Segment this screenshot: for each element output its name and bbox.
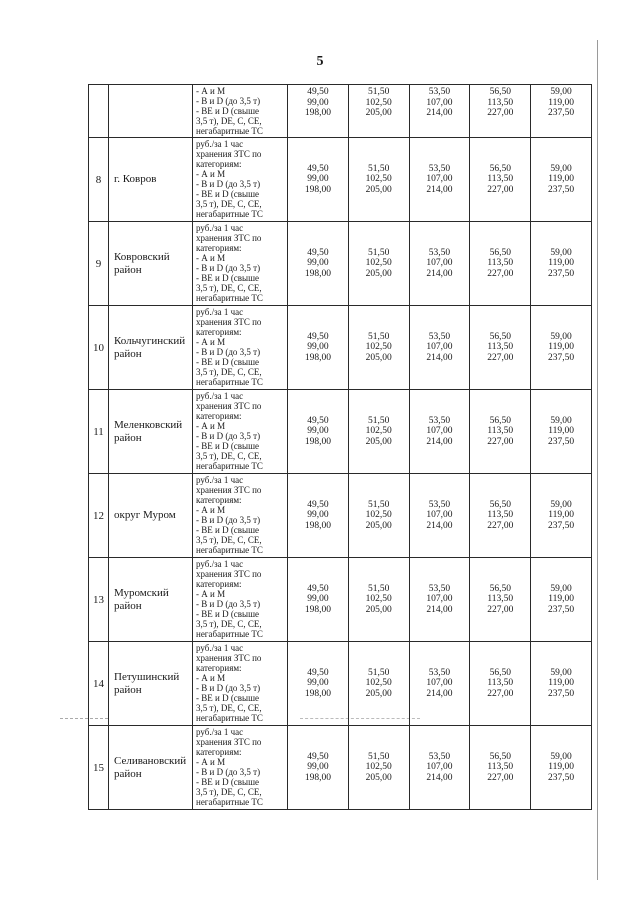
tariff-cell (409, 474, 470, 558)
tariff-cell (348, 222, 409, 306)
tariff-table-body (89, 85, 592, 810)
category-line: негабаритные ТС (196, 461, 263, 471)
tariff-value: 214,00 (426, 184, 453, 195)
tariff-value: 56,50 (489, 667, 511, 678)
tariff-cell (470, 222, 531, 306)
tariff-value: 99,00 (307, 426, 329, 437)
district-name: Кольчугинский район (109, 306, 193, 390)
category-line: хранения ЗТС по (196, 653, 262, 663)
category-line: негабаритные ТС (196, 293, 263, 303)
tariff-cell (470, 306, 531, 390)
district-name: Петушинский район (109, 642, 193, 726)
tariff-value: 237,50 (548, 268, 575, 279)
tariff-value: 53,50 (428, 751, 451, 762)
tariff-cell (288, 474, 349, 558)
tariff-cell (288, 222, 349, 306)
tariff-value: 237,50 (548, 436, 575, 447)
category-line: - А и М (196, 253, 226, 263)
tariff-value: 49,50 (307, 163, 329, 174)
tariff-value: 102,50 (365, 510, 392, 521)
tariff-cell (531, 474, 592, 558)
tariff-value: 59,00 (550, 247, 572, 258)
category-line: 3,5 т), DE, C, CE, (196, 199, 262, 209)
category-line: руб./за 1 час (196, 475, 244, 485)
tariff-value: 119,00 (548, 258, 574, 269)
tariff-cell (531, 138, 592, 222)
table-row (89, 558, 592, 642)
category-line: - BE и D (свыше (196, 441, 260, 451)
category-line: руб./за 1 час (196, 223, 244, 233)
row-number: 11 (89, 390, 109, 474)
tariff-value: 205,00 (365, 184, 392, 195)
tariff-value: 237,50 (548, 352, 575, 363)
margin-line (597, 40, 598, 880)
tariff-value: 102,50 (365, 342, 392, 353)
category-line: руб./за 1 час (196, 643, 244, 653)
tariff-value: 113,50 (487, 510, 514, 521)
category-line: - А и М (196, 757, 226, 767)
tariff-value: 205,00 (365, 268, 392, 279)
tariff-value: 113,50 (487, 342, 514, 353)
tariff-value: 56,50 (489, 751, 511, 762)
tariff-value: 214,00 (426, 268, 453, 279)
category-line: руб./за 1 час (196, 391, 244, 401)
tariff-value: 56,50 (489, 583, 511, 594)
district-name: Ковровский район (109, 222, 193, 306)
tariff-value: 227,00 (487, 772, 514, 783)
tariff-value: 119,00 (548, 678, 574, 689)
category-line: руб./за 1 час (196, 307, 244, 317)
tariff-value: 102,50 (365, 258, 392, 269)
tariff-cell (348, 558, 409, 642)
tariff-cell (409, 306, 470, 390)
category-line: категориям: (196, 579, 242, 589)
tariff-value: 113,50 (487, 594, 514, 605)
tariff-cell (348, 726, 409, 810)
category-line: категориям: (196, 327, 242, 337)
tariff-cell (531, 222, 592, 306)
tariff-cell (409, 222, 470, 306)
tariff-cell (409, 390, 470, 474)
category-line: - BE и D (свыше (196, 777, 260, 787)
tariff-value: 205,00 (365, 772, 392, 783)
category-line: - А и М (196, 589, 226, 599)
category-line: хранения ЗТС по (196, 569, 262, 579)
district-name (109, 85, 193, 138)
tariff-cell (409, 85, 470, 138)
tariff-value: 227,00 (487, 108, 514, 118)
tariff-value: 99,00 (307, 762, 329, 773)
tariff-value: 102,50 (365, 594, 392, 605)
tariff-value: 205,00 (365, 436, 392, 447)
tariff-value: 227,00 (487, 184, 514, 195)
tariff-value: 59,00 (550, 87, 572, 97)
category-line: - B и D (до 3,5 т) (196, 515, 261, 525)
tariff-cell (470, 726, 531, 810)
tariff-value: 51,50 (368, 87, 390, 97)
category-line: - А и М (196, 86, 226, 96)
tariff-value: 51,50 (368, 415, 390, 426)
tariff-value: 49,50 (307, 247, 329, 258)
tariff-cell (288, 642, 349, 726)
tariff-value: 107,00 (426, 510, 453, 521)
tariff-value: 113,50 (487, 174, 514, 185)
tariff-cell (288, 390, 349, 474)
category-line: - BE и D (свыше (196, 693, 260, 703)
tariff-value: 237,50 (548, 772, 575, 783)
category-line: хранения ЗТС по (196, 737, 262, 747)
tariff-value: 49,50 (307, 667, 329, 678)
tariff-value: 51,50 (368, 163, 390, 174)
category-line: хранения ЗТС по (196, 149, 262, 159)
unit-cell (193, 138, 288, 222)
tariff-value: 227,00 (487, 604, 514, 615)
tariff-cell (531, 558, 592, 642)
tariff-value: 56,50 (489, 499, 511, 510)
row-number (89, 85, 109, 138)
table-row (89, 306, 592, 390)
category-line: - А и М (196, 337, 226, 347)
tariff-value: 214,00 (426, 436, 453, 447)
tariff-value: 107,00 (426, 426, 453, 437)
tariff-cell (288, 558, 349, 642)
tariff-value: 51,50 (368, 247, 390, 258)
category-line: категориям: (196, 663, 242, 673)
category-line: 3,5 т), DE, C, CE, (196, 787, 262, 797)
tariff-value: 49,50 (307, 751, 329, 762)
category-line: хранения ЗТС по (196, 317, 262, 327)
tariff-value: 119,00 (548, 426, 574, 437)
tariff-value: 53,50 (428, 163, 451, 174)
tariff-value: 214,00 (426, 604, 453, 615)
tariff-value: 59,00 (550, 667, 572, 678)
tariff-value: 102,50 (365, 426, 392, 437)
category-line: 3,5 т), DE, C, CE, (196, 451, 262, 461)
row-number: 12 (89, 474, 109, 558)
tariff-value: 107,00 (426, 258, 453, 269)
table-row (89, 642, 592, 726)
tariff-cell (470, 85, 531, 138)
tariff-value: 107,00 (426, 762, 453, 773)
tariff-value: 51,50 (368, 667, 390, 678)
category-line: 3,5 т), DE, C, CE, (196, 283, 262, 293)
tariff-cell (348, 85, 409, 138)
category-line: - B и D (до 3,5 т) (196, 179, 261, 189)
tariff-value: 198,00 (304, 184, 331, 195)
tariff-value: 113,50 (487, 678, 514, 689)
tariff-value: 102,50 (365, 97, 392, 108)
category-line: негабаритные ТС (196, 377, 263, 387)
table-row (89, 390, 592, 474)
tariff-value: 237,50 (548, 108, 575, 118)
tariff-value: 49,50 (307, 583, 329, 594)
tariff-value: 119,00 (548, 174, 574, 185)
category-line: негабаритные ТС (196, 713, 263, 723)
category-line: негабаритные ТС (196, 545, 263, 555)
table-row (89, 85, 592, 138)
tariff-value: 51,50 (368, 751, 390, 762)
tariff-cell (409, 642, 470, 726)
category-line: категориям: (196, 243, 242, 253)
unit-cell (193, 726, 288, 810)
tariff-value: 59,00 (550, 415, 572, 426)
category-line: - B и D (до 3,5 т) (196, 263, 261, 273)
tariff-value: 51,50 (368, 499, 390, 510)
tariff-value: 198,00 (304, 520, 331, 531)
category-line: - А и М (196, 421, 226, 431)
tariff-value: 53,50 (428, 87, 451, 97)
tariff-cell (348, 138, 409, 222)
tariff-value: 53,50 (428, 583, 451, 594)
tariff-value: 107,00 (426, 174, 453, 185)
table-row (89, 726, 592, 810)
category-line: - А и М (196, 505, 226, 515)
category-line: категориям: (196, 411, 242, 421)
tariff-value: 205,00 (365, 688, 392, 699)
tariff-value: 198,00 (304, 604, 331, 615)
tariff-value: 237,50 (548, 184, 575, 195)
tariff-value: 53,50 (428, 667, 451, 678)
category-line: 3,5 т), DE, C, CE, (196, 535, 262, 545)
tariff-value: 53,50 (428, 415, 451, 426)
tariff-value: 214,00 (426, 520, 453, 531)
unit-cell (193, 642, 288, 726)
category-line: 3,5 т), DE, C, CE, (196, 703, 262, 713)
tariff-cell (470, 558, 531, 642)
tariff-value: 227,00 (487, 688, 514, 699)
tariff-value: 198,00 (304, 108, 331, 118)
tariff-value: 205,00 (365, 352, 392, 363)
tariff-value: 237,50 (548, 604, 575, 615)
tariff-value: 56,50 (489, 247, 511, 258)
tariff-cell (409, 558, 470, 642)
category-line: - B и D (до 3,5 т) (196, 347, 261, 357)
tariff-value: 227,00 (487, 436, 514, 447)
category-line: хранения ЗТС по (196, 233, 262, 243)
category-line: 3,5 т), DE, C, CE, (196, 619, 262, 629)
district-name: округ Муром (109, 474, 193, 558)
tariff-value: 49,50 (307, 331, 329, 342)
tariff-cell (409, 138, 470, 222)
tariff-value: 205,00 (365, 520, 392, 531)
category-line: - BE и D (свыше (196, 106, 260, 116)
category-line: - BE и D (свыше (196, 357, 260, 367)
tariff-value: 59,00 (550, 331, 572, 342)
category-line: категориям: (196, 495, 242, 505)
category-line: - А и М (196, 169, 226, 179)
tariff-value: 107,00 (426, 342, 453, 353)
category-line: - B и D (до 3,5 т) (196, 683, 261, 693)
category-line: негабаритные ТС (196, 797, 263, 807)
tariff-value: 227,00 (487, 520, 514, 531)
category-line: руб./за 1 час (196, 559, 244, 569)
row-number: 10 (89, 306, 109, 390)
tariff-value: 107,00 (426, 97, 453, 108)
tariff-cell (288, 85, 349, 138)
tariff-value: 99,00 (307, 510, 329, 521)
tariff-cell (470, 474, 531, 558)
category-line: негабаритные ТС (196, 209, 263, 219)
row-number: 13 (89, 558, 109, 642)
tariff-value: 51,50 (368, 583, 390, 594)
table-row (89, 138, 592, 222)
tariff-value: 198,00 (304, 772, 331, 783)
tariff-value: 53,50 (428, 499, 451, 510)
unit-cell (193, 85, 288, 138)
tariff-cell (531, 306, 592, 390)
row-number: 14 (89, 642, 109, 726)
tariff-value: 237,50 (548, 520, 575, 531)
category-line: руб./за 1 час (196, 139, 244, 149)
unit-cell (193, 474, 288, 558)
tariff-value: 113,50 (487, 762, 514, 773)
tariff-value: 237,50 (548, 688, 575, 699)
tariff-cell (409, 726, 470, 810)
tariff-cell (288, 726, 349, 810)
tariff-value: 205,00 (365, 108, 392, 118)
tariff-value: 119,00 (548, 762, 574, 773)
category-line: - А и М (196, 673, 226, 683)
category-line: - B и D (до 3,5 т) (196, 767, 261, 777)
tariff-cell (288, 138, 349, 222)
tariff-value: 99,00 (307, 342, 329, 353)
tariff-value: 59,00 (550, 751, 572, 762)
row-number: 9 (89, 222, 109, 306)
category-line: хранения ЗТС по (196, 401, 262, 411)
tariff-value: 205,00 (365, 604, 392, 615)
tariff-value: 113,50 (487, 258, 514, 269)
district-name: Селивановский район (109, 726, 193, 810)
tariff-cell (531, 390, 592, 474)
tariff-value: 113,50 (487, 426, 514, 437)
tariff-value: 198,00 (304, 436, 331, 447)
row-number: 15 (89, 726, 109, 810)
category-line: - B и D (до 3,5 т) (196, 96, 261, 106)
tariff-value: 49,50 (307, 87, 329, 97)
district-name: Муромский район (109, 558, 193, 642)
tariff-value: 49,50 (307, 415, 329, 426)
tariff-value: 59,00 (550, 163, 572, 174)
tariff-value: 107,00 (426, 594, 453, 605)
tariff-value: 227,00 (487, 352, 514, 363)
tariff-value: 214,00 (426, 772, 453, 783)
tariff-value: 56,50 (489, 87, 511, 97)
tariff-value: 214,00 (426, 688, 453, 699)
tariff-value: 53,50 (428, 331, 451, 342)
tariff-cell (531, 642, 592, 726)
category-line: руб./за 1 час (196, 727, 244, 737)
category-line: негабаритные ТС (196, 126, 263, 136)
district-name: г. Ковров (109, 138, 193, 222)
tariff-cell (288, 306, 349, 390)
category-line: хранения ЗТС по (196, 485, 262, 495)
tariff-value: 51,50 (368, 331, 390, 342)
tariff-value: 119,00 (548, 97, 574, 108)
tariff-cell (348, 306, 409, 390)
tariff-value: 99,00 (307, 97, 329, 108)
tariff-value: 56,50 (489, 415, 511, 426)
tariff-value: 102,50 (365, 762, 392, 773)
tariff-cell (348, 642, 409, 726)
category-line: - BE и D (свыше (196, 609, 260, 619)
tariff-value: 99,00 (307, 258, 329, 269)
tariff-value: 119,00 (548, 510, 574, 521)
tariff-value: 119,00 (548, 594, 574, 605)
tariff-value: 56,50 (489, 163, 511, 174)
category-line: - BE и D (свыше (196, 525, 260, 535)
tariff-value: 49,50 (307, 499, 329, 510)
tariff-value: 53,50 (428, 247, 451, 258)
unit-cell (193, 558, 288, 642)
tariff-cell (348, 390, 409, 474)
tariff-value: 99,00 (307, 174, 329, 185)
tariff-cell (470, 390, 531, 474)
tariff-value: 113,50 (487, 97, 514, 108)
tariff-value: 119,00 (548, 342, 574, 353)
row-number: 8 (89, 138, 109, 222)
tariff-value: 107,00 (426, 678, 453, 689)
district-name: Меленковский район (109, 390, 193, 474)
category-line: - B и D (до 3,5 т) (196, 431, 261, 441)
tariff-value: 214,00 (426, 108, 453, 118)
tariff-value: 102,50 (365, 678, 392, 689)
tariff-cell (348, 474, 409, 558)
page-number: 5 (316, 54, 324, 69)
tariff-value: 198,00 (304, 268, 331, 279)
category-line: - BE и D (свыше (196, 189, 260, 199)
tariff-value: 214,00 (426, 352, 453, 363)
tariff-cell (531, 726, 592, 810)
tariff-cell (531, 85, 592, 138)
tariff-cell (470, 642, 531, 726)
tariff-value: 198,00 (304, 352, 331, 363)
category-line: 3,5 т), DE, C, CE, (196, 116, 262, 126)
tariff-value: 56,50 (489, 331, 511, 342)
category-line: категориям: (196, 159, 242, 169)
tariff-value: 99,00 (307, 594, 329, 605)
tariff-table (88, 84, 592, 810)
tariff-value: 227,00 (487, 268, 514, 279)
category-line: - B и D (до 3,5 т) (196, 599, 261, 609)
tariff-value: 99,00 (307, 678, 329, 689)
tariff-value: 59,00 (550, 583, 572, 594)
unit-cell (193, 222, 288, 306)
table-row (89, 222, 592, 306)
category-line: - BE и D (свыше (196, 273, 260, 283)
unit-cell (193, 306, 288, 390)
category-line: 3,5 т), DE, C, CE, (196, 367, 262, 377)
table-row (89, 474, 592, 558)
category-line: категориям: (196, 747, 242, 757)
tariff-value: 198,00 (304, 688, 331, 699)
tariff-value: 102,50 (365, 174, 392, 185)
tariff-value: 59,00 (550, 499, 572, 510)
unit-cell (193, 390, 288, 474)
tariff-cell (470, 138, 531, 222)
category-line: негабаритные ТС (196, 629, 263, 639)
